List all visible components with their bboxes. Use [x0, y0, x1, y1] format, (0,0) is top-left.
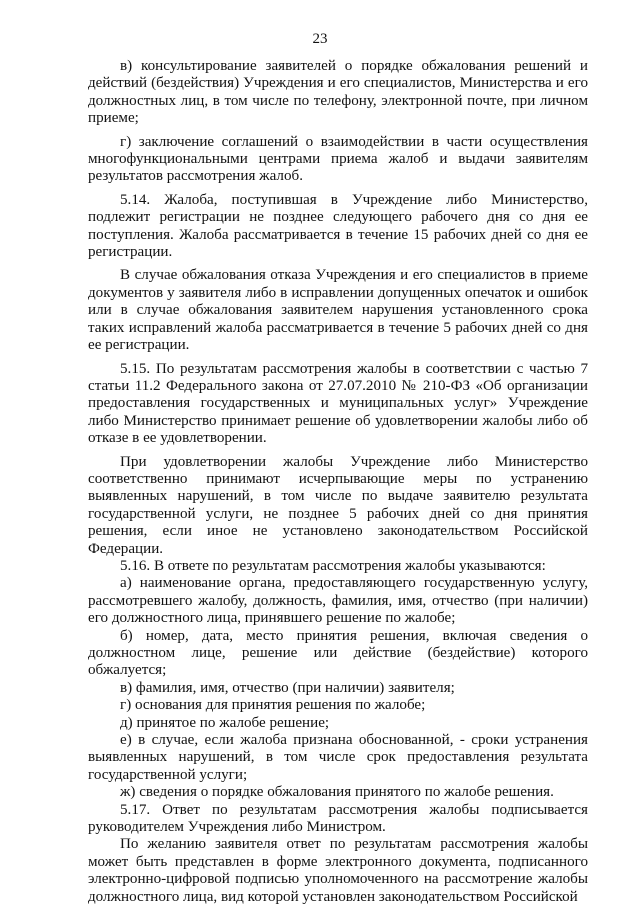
- paragraph-satisfaction: При удовлетворении жалобы Учреждение либо Министерство соответственно принимают исчерпывающие меры по устранению выявленных нарушений, в том числе по выдаче заявителю результата государственной услуги, не позднее 5 рабочих дней со дня принятия решения, если иное не установлено законодательством Российской Федерации.: [88, 453, 588, 557]
- list-item-b: б) номер, дата, место принятия решения, включая сведения о должностном лице, решение или действие (бездействие) которого обжалуется;: [88, 627, 588, 679]
- paragraph-g-agreements: г) заключение соглашений о взаимодействии в части осуществления многофункциональными центрами приема жалоб и выдачи заявителям результатов рассмотрения жалоб.: [88, 133, 588, 185]
- paragraph-5-14: 5.14. Жалоба, поступившая в Учреждение либо Министерство, подлежит регистрации не позднее следующего рабочего дня со дня ее поступления. Жалоба рассматривается в течение 15 рабочих дней со дня ее регистрации.: [88, 191, 588, 261]
- paragraph-electronic-response: По желанию заявителя ответ по результатам рассмотрения жалобы может быть представлен в форме электронного документа, подписанного электронно-цифровой подписью уполномоченного на рассмотрение жалобы должностного лица, вид которой установлен законодательством Российской: [88, 836, 588, 905]
- document-body: [88, 58, 588, 906]
- paragraph-v-consultation: в) консультирование заявителей о порядке обжалования решений и действий (бездействия) Учреждения и его специалистов, Министерства и его должностных лиц, в том числе по телефону, электронной почте, при личном приеме;: [88, 58, 588, 127]
- paragraph-5-17: 5.17. Ответ по результатам рассмотрения жалобы подписывается руководителем Учреждения либо Министром.: [88, 801, 588, 836]
- paragraph-5-15: 5.15. По результатам рассмотрения жалобы в соответствии с частью 7 статьи 11.2 Федерального закона от 27.07.2010 № 210-ФЗ «Об организации предоставления государственных и муниципальных услуг» Учреждение либо Министерство принимает решение об удовлетворении жалобы либо об отказе в ее удовлетворении.: [88, 360, 588, 447]
- list-item-zh: ж) сведения о порядке обжалования принятого по жалобе решения.: [120, 784, 554, 801]
- paragraph-refusal-appeal: В случае обжалования отказа Учреждения и его специалистов в приеме документов у заявителя либо в исправлении допущенных опечаток и ошибок или в случае обжалования заявителем нарушения установленного срока таких исправлений жалоба рассматривается в течение 5 рабочих дней со дня ее регистрации.: [88, 267, 588, 354]
- page-number: 23: [312, 31, 328, 47]
- list-item-v: в) фамилия, имя, отчество (при наличии) заявителя;: [120, 679, 455, 696]
- paragraph-5-16: 5.16. В ответе по результатам рассмотрения жалобы указываются:: [120, 557, 546, 574]
- list-item-d: д) принятое по жалобе решение;: [120, 714, 330, 731]
- list-item-a: а) наименование органа, предоставляющего государственную услугу, рассмотревшего жалобу, должность, фамилия, имя, отчество (при наличии) его должностного лица, принявшего решение по жалобе;: [88, 575, 588, 627]
- list-item-e: е) в случае, если жалоба признана обоснованной, - сроки устранения выявленных нарушений, в том числе срок предоставления результата государственной услуги;: [88, 732, 588, 783]
- list-item-g: г) основания для принятия решения по жалобе;: [120, 697, 426, 714]
